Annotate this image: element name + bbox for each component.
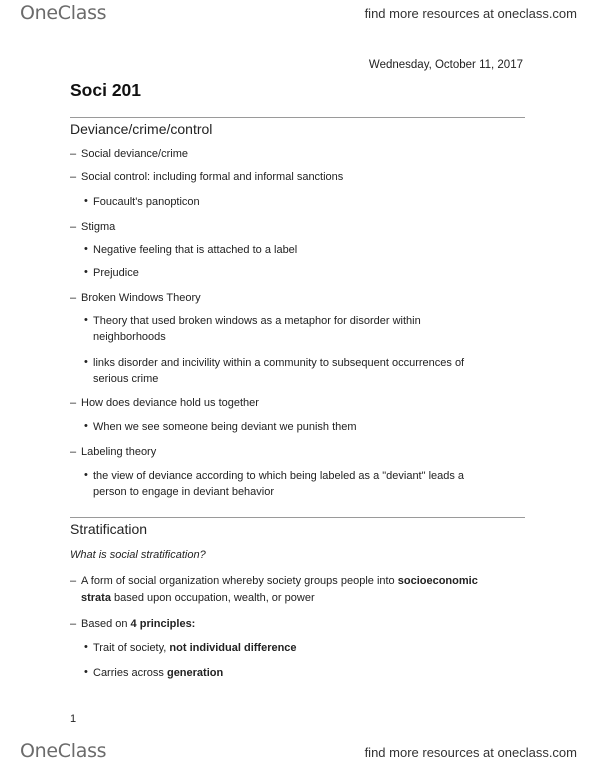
section-heading-deviance: Deviance/crime/control — [70, 121, 213, 137]
bullet-marker: • — [84, 266, 88, 278]
oneclass-logo-footer[interactable]: OneClass — [20, 740, 107, 762]
list-item: Broken Windows Theory — [81, 292, 201, 304]
item-emphasis: not individual difference — [169, 642, 297, 654]
item-emphasis: strata — [81, 592, 111, 604]
list-item — [93, 640, 297, 657]
oneclass-logo[interactable]: OneClass — [20, 2, 107, 24]
item-emphasis: socioeconomic — [397, 575, 478, 587]
item-text: Trait of society, — [93, 642, 170, 654]
bullet-marker: • — [84, 356, 88, 368]
dash-marker: – — [70, 397, 77, 409]
list-item: links disorder and incivility within a community to subsequent occurrences of — [93, 357, 465, 369]
list-item: When we see someone being deviant we punish them — [93, 421, 357, 433]
bullet-marker: • — [84, 420, 88, 432]
item-text: based upon occupation, wealth, or power — [110, 592, 315, 604]
section-divider — [70, 517, 525, 518]
list-item-continuation: neighborhoods — [93, 331, 166, 343]
bullet-marker: • — [84, 666, 88, 678]
document-date: Wednesday, October 11, 2017 — [368, 59, 523, 71]
item-text: A form of social organization whereby society groups people into — [81, 575, 398, 587]
list-item-continuation: person to engage in deviant behavior — [93, 486, 275, 498]
list-item: Negative feeling that is attached to a label — [93, 244, 298, 256]
list-item-continuation — [81, 590, 315, 607]
section-divider — [70, 117, 525, 118]
item-emphasis: 4 principles: — [130, 618, 196, 630]
list-item — [81, 573, 536, 590]
list-item: Stigma — [81, 221, 116, 233]
page-title: Soci 201 — [70, 80, 142, 100]
bullet-marker: • — [84, 469, 88, 481]
list-item-continuation: serious crime — [93, 373, 159, 385]
dash-marker: – — [70, 148, 77, 160]
list-item: Theory that used broken windows as a metaphor for disorder within — [93, 315, 421, 327]
list-item — [93, 665, 223, 682]
list-item: Prejudice — [93, 267, 139, 279]
dash-marker: – — [70, 221, 77, 233]
section-subheading: What is social stratification? — [70, 549, 206, 561]
item-emphasis: generation — [166, 667, 224, 679]
list-item: Social deviance/crime — [81, 148, 188, 160]
bullet-marker: • — [84, 641, 88, 653]
page-number: 1 — [70, 713, 77, 725]
find-resources-link[interactable]: find more resources at oneclass.com — [364, 6, 577, 21]
find-resources-link-footer[interactable]: find more resources at oneclass.com — [364, 745, 577, 760]
bullet-marker: • — [84, 243, 88, 255]
list-item: How does deviance hold us together — [81, 397, 259, 409]
bullet-marker: • — [84, 314, 88, 326]
dash-marker: – — [70, 618, 77, 630]
dash-marker: – — [70, 292, 77, 304]
item-text: Carries across — [93, 667, 167, 679]
list-item: Foucault's panopticon — [93, 196, 200, 208]
item-text: Based on — [81, 618, 131, 630]
list-item: the view of deviance according to which being labeled as a "deviant" leads a — [93, 470, 465, 482]
list-item: Labeling theory — [81, 446, 157, 458]
list-item: Social control: including formal and informal sanctions — [81, 171, 344, 183]
dash-marker: – — [70, 575, 77, 587]
dash-marker: – — [70, 171, 77, 183]
section-heading-stratification: Stratification — [70, 521, 148, 537]
list-item — [81, 616, 195, 633]
bullet-marker: • — [84, 195, 88, 207]
dash-marker: – — [70, 446, 77, 458]
